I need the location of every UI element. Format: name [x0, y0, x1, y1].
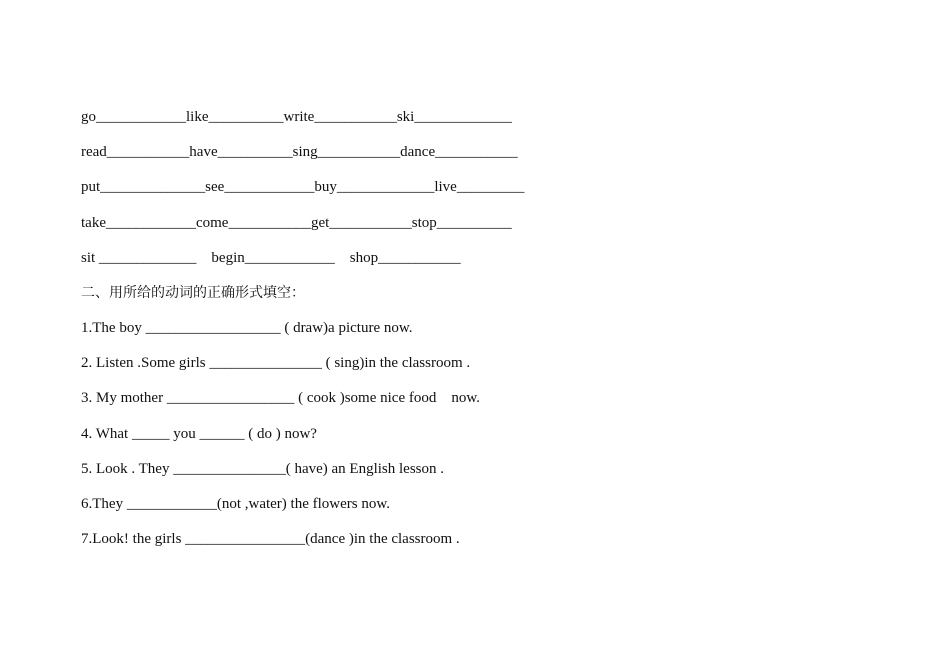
exercise-7: 7.Look! the girls ________________(dance )in the classroom .	[81, 531, 460, 547]
verb-row-3: put______________see____________buy_____________live_________	[81, 179, 525, 195]
verb-row-1: go____________like__________write___________ski_____________	[81, 109, 512, 125]
section-heading: 二、用所给的动词的正确形式填空：	[81, 285, 305, 301]
exercise-5: 5. Look . They _______________( have) an English lesson .	[81, 461, 445, 477]
verb-row-2: read___________have__________sing___________dance___________	[81, 144, 518, 160]
exercise-2: 2. Listen .Some girls _______________ ( sing)in the classroom .	[81, 355, 471, 371]
exercise-6: 6.They ____________(not ,water) the flowers now.	[81, 496, 390, 512]
exercise-4: 4. What _____ you ______ ( do ) now?	[81, 426, 317, 442]
verb-row-5: sit _____________ begin____________ shop___________	[81, 250, 461, 266]
exercise-3: 3. My mother _________________ ( cook )some nice food now.	[81, 390, 480, 406]
exercise-1: 1.The boy __________________ ( draw)a picture now.	[81, 320, 413, 336]
verb-row-4: take____________come___________get___________stop__________	[81, 215, 512, 231]
